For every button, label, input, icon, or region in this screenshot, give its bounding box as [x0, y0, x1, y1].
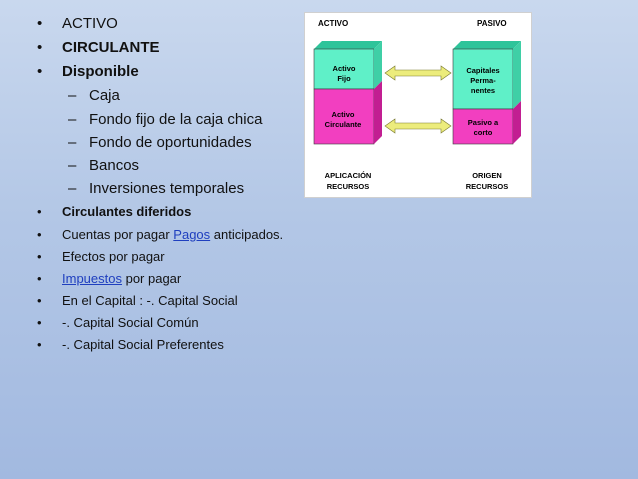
capitales-label-2: Perma-: [470, 76, 496, 85]
bullet-marker: •: [37, 63, 43, 80]
bullet-text: ACTIVO: [62, 15, 118, 32]
bullet-marker: •: [37, 39, 43, 56]
bullet-text: Circulantes diferidos: [62, 204, 192, 219]
bullet-text: Disponible: [62, 63, 139, 80]
bullet-text: Efectos por pagar: [62, 249, 165, 264]
footer-origen-1: ORIGEN: [472, 171, 502, 180]
pagos-link[interactable]: Pagos: [173, 227, 211, 242]
bullet-marker: •: [37, 337, 42, 352]
left-block-side-teal: [374, 41, 382, 89]
bullet-text: Fondo de oportunidades: [89, 134, 252, 151]
bullet-marker: –: [68, 111, 77, 128]
double-arrow-top: [385, 66, 451, 80]
capitales-label-3: nentes: [470, 86, 496, 95]
bullet-text-post: por pagar: [121, 271, 182, 286]
bullet-text: En el Capital : -. Capital Social: [62, 293, 238, 308]
left-block-top-face: [314, 41, 382, 49]
bullet-text: Caja: [89, 87, 120, 104]
bullet-marker: •: [37, 227, 42, 242]
bullet-marker: •: [37, 271, 42, 286]
header-pasivo: PASIVO: [477, 19, 507, 28]
bullet-text: [62, 271, 181, 286]
right-block-top-face: [453, 41, 521, 49]
right-block-side-teal: [513, 41, 521, 109]
bullet-marker: •: [37, 204, 42, 219]
bullet-marker: •: [37, 315, 42, 330]
left-block-side-magenta: [374, 81, 382, 144]
bullet-text: CIRCULANTE: [62, 39, 160, 56]
bullet-marker: •: [37, 15, 43, 32]
bullet-marker: •: [37, 249, 42, 264]
balance-diagram: [304, 12, 532, 198]
activo-fijo-label-1: Activo: [332, 64, 356, 73]
double-arrow-bottom: [385, 119, 451, 133]
bullet-marker: –: [68, 180, 77, 197]
bullet-text: Bancos: [89, 157, 140, 174]
pasivo-corto-label-1: Pasivo a: [467, 118, 499, 127]
capitales-label-1: Capitales: [466, 66, 500, 75]
activo-fijo-label-2: Fijo: [337, 74, 351, 83]
impuestos-link[interactable]: Impuestos: [62, 271, 122, 286]
bullet-marker: –: [68, 134, 77, 151]
bullet-marker: –: [68, 157, 77, 174]
bullet-text: -. Capital Social Preferentes: [62, 337, 224, 352]
footer-aplicacion-1: APLICACIÓN: [324, 171, 372, 180]
bullet-text-pre: Cuentas por pagar: [62, 227, 174, 242]
activo-circulante-label-1: Activo: [331, 110, 355, 119]
bullet-text: Fondo fijo de la caja chica: [89, 111, 263, 128]
pasivo-corto-label-2: corto: [473, 128, 493, 137]
bullet-text: -. Capital Social Común: [62, 315, 199, 330]
activo-circulante-label-2: Circulante: [324, 120, 362, 129]
footer-aplicacion-2: RECURSOS: [326, 182, 370, 191]
balance-diagram-svg: [305, 13, 531, 197]
bullet-text: Inversiones temporales: [89, 180, 245, 197]
bullet-marker: •: [37, 293, 42, 308]
bullet-text: [62, 227, 283, 242]
bullet-text-post: anticipados.: [210, 227, 284, 242]
footer-origen-2: RECURSOS: [465, 182, 509, 191]
header-activo: ACTIVO: [318, 19, 349, 28]
bullet-marker: –: [68, 87, 77, 104]
